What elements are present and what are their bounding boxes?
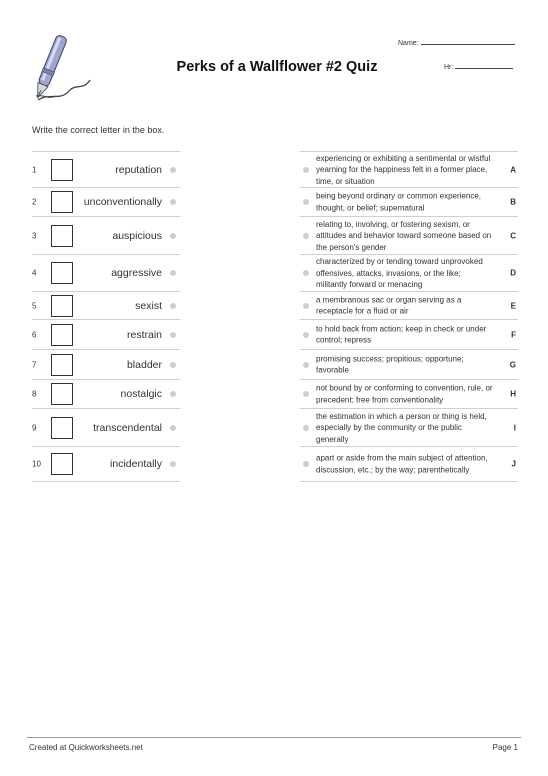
- instructions: Write the correct letter in the box.: [32, 125, 165, 135]
- term-number: 4: [32, 268, 37, 278]
- term-word: aggressive: [111, 267, 162, 279]
- answer-box[interactable]: [51, 225, 73, 247]
- term-number: 9: [32, 423, 37, 432]
- match-dot-icon: [303, 332, 309, 338]
- match-dot-icon: [303, 199, 309, 205]
- definition-text: the estimation in which a person or thing is held, especially by the community or the public generally: [316, 411, 487, 444]
- match-dot-icon: [303, 270, 309, 276]
- footer-credit: Created at Quickworksheets.net: [29, 743, 143, 752]
- match-dot-icon: [170, 199, 176, 205]
- match-dot-icon: [170, 332, 176, 338]
- definition-letter: C: [510, 231, 516, 240]
- match-dot-icon: [170, 270, 176, 276]
- name-blank[interactable]: [421, 44, 515, 45]
- term-word: transcendental: [93, 421, 162, 434]
- definition-row: [300, 380, 518, 409]
- definition-text: to hold back from action; keep in check or under control; repress: [316, 324, 487, 345]
- page-title: Perks of a Wallflower #2 Quiz: [176, 59, 378, 75]
- definition-row: [300, 217, 518, 255]
- definition-text: a membranous sac or organ serving as a receptacle for a fluid or air: [316, 295, 462, 316]
- match-dot-icon: [303, 167, 309, 173]
- definition-text: apart or aside from the main subject of attention, discussion, etc.; by the way; parenthetically: [316, 453, 488, 474]
- term-number: 6: [32, 330, 37, 339]
- term-number: 7: [32, 360, 37, 369]
- definition-row: [300, 409, 518, 447]
- definition-text: relating to, involving, or fostering sexism, or attitudes and behavior toward someone based on the person's gender: [316, 219, 492, 252]
- definition-text: experiencing or exhibiting a sentimental or wistful yearning for the happiness felt in a former place, time, or situation: [316, 153, 491, 186]
- term-list: [32, 151, 180, 482]
- definition-letter: H: [510, 389, 516, 399]
- term-word: incidentally: [110, 458, 162, 470]
- definition-row: [300, 255, 518, 292]
- term-number: 5: [32, 301, 37, 310]
- match-dot-icon: [303, 362, 309, 368]
- term-row: [32, 292, 180, 320]
- definition-text: being beyond ordinary or common experience, thought, or belief; supernatural: [316, 191, 481, 212]
- answer-box[interactable]: [51, 417, 73, 439]
- match-dot-icon: [303, 233, 309, 239]
- definition-row: [300, 151, 518, 188]
- definition-letter: G: [509, 360, 516, 369]
- page-number: Page 1: [492, 743, 518, 752]
- term-word: nostalgic: [120, 388, 162, 400]
- term-row: [32, 447, 180, 482]
- term-word: bladder: [126, 358, 162, 371]
- definition-row: [300, 188, 518, 217]
- footer-divider: [27, 737, 521, 738]
- match-dot-icon: [170, 362, 176, 368]
- match-dot-icon: [303, 461, 309, 467]
- definition-letter: D: [510, 268, 516, 278]
- definition-row: [300, 320, 518, 350]
- definition-letter: J: [511, 459, 516, 469]
- definition-text: characterized by or tending toward unprovoked offensives, attacks, invasions, or the like; militantly forward or menacing: [316, 256, 483, 289]
- answer-box[interactable]: [51, 295, 73, 317]
- term-number: 3: [32, 231, 37, 240]
- answer-box[interactable]: [51, 191, 73, 213]
- definition-list: [300, 151, 518, 482]
- definition-text: promising success; propitious; opportune; favorable: [316, 354, 464, 375]
- match-dot-icon: [170, 425, 176, 431]
- term-word: reputation: [115, 163, 162, 176]
- definition-text: not bound by or conforming to convention, rule, or precedent; free from conventionality: [316, 383, 493, 404]
- answer-box[interactable]: [51, 159, 73, 181]
- term-number: 8: [32, 389, 37, 399]
- answer-box[interactable]: [51, 383, 73, 405]
- answer-box[interactable]: [51, 324, 73, 346]
- term-row: [32, 320, 180, 350]
- definition-row: [300, 350, 518, 380]
- term-row: [32, 409, 180, 447]
- term-word: auspicious: [112, 229, 162, 242]
- term-word: unconventionally: [83, 196, 162, 208]
- term-row: [32, 350, 180, 380]
- term-row: [32, 255, 180, 292]
- match-dot-icon: [170, 167, 176, 173]
- match-dot-icon: [303, 391, 309, 397]
- definition-row: [300, 292, 518, 320]
- term-word: sexist: [135, 299, 162, 312]
- name-field[interactable]: Name:: [398, 40, 515, 47]
- definition-letter: A: [510, 165, 516, 174]
- term-row: [32, 217, 180, 255]
- term-row: [32, 188, 180, 217]
- term-row: [32, 151, 180, 188]
- match-dot-icon: [170, 391, 176, 397]
- answer-box[interactable]: [51, 453, 73, 475]
- definition-letter: B: [510, 197, 516, 207]
- definition-letter: F: [511, 330, 516, 339]
- definition-row: [300, 447, 518, 482]
- term-row: [32, 380, 180, 409]
- term-number: 10: [32, 459, 41, 469]
- match-dot-icon: [170, 303, 176, 309]
- term-number: 2: [32, 197, 37, 207]
- answer-box[interactable]: [51, 262, 73, 284]
- definition-letter: E: [510, 301, 516, 310]
- match-dot-icon: [303, 425, 309, 431]
- match-dot-icon: [170, 233, 176, 239]
- term-number: 1: [32, 165, 37, 174]
- answer-box[interactable]: [51, 354, 73, 376]
- hour-field[interactable]: Hr:: [444, 64, 513, 71]
- match-dot-icon: [170, 461, 176, 467]
- term-word: restrain: [126, 328, 162, 341]
- match-dot-icon: [303, 303, 309, 309]
- definition-letter: I: [513, 423, 516, 432]
